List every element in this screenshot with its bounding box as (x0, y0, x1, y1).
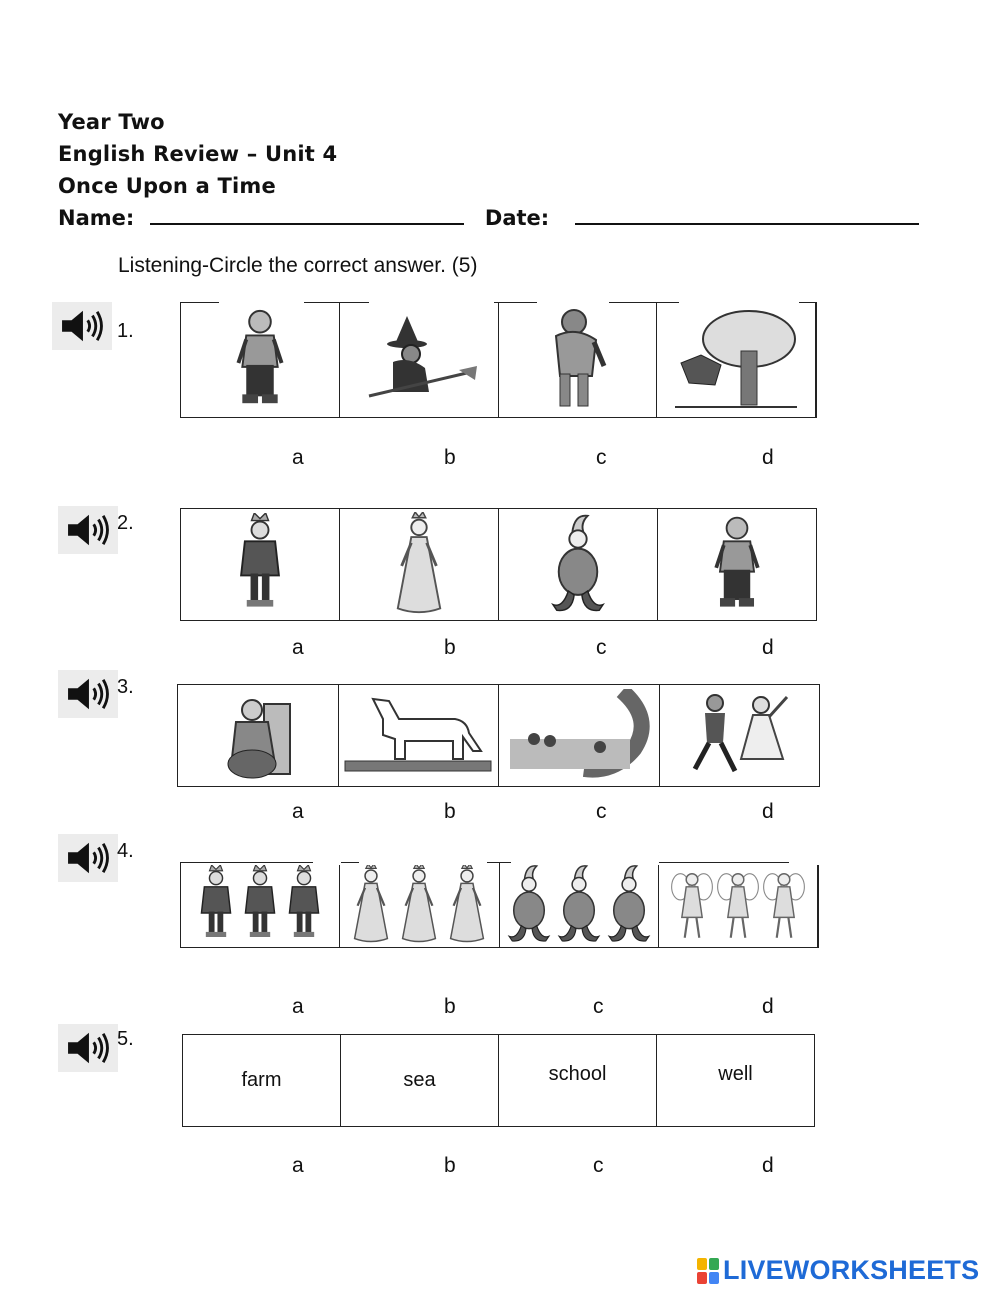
witch-picture (359, 310, 479, 410)
option-letter-d[interactable]: d (762, 1154, 774, 1177)
question-number: 3. (117, 676, 134, 698)
wolf-tree-picture (671, 307, 801, 413)
option-a-prince[interactable] (181, 509, 340, 620)
option-letters-5 (0, 1154, 1000, 1178)
speaker-icon (64, 511, 112, 549)
option-letter-d[interactable]: d (762, 800, 774, 823)
option-b-princess[interactable] (340, 509, 499, 620)
village-picture (504, 689, 654, 783)
option-d-giant[interactable] (658, 509, 816, 620)
speaker-button-1[interactable] (52, 302, 112, 350)
option-letters-1 (0, 446, 1000, 470)
option-letter-c[interactable]: c (596, 800, 607, 823)
instruction: Listening-Circle the correct answer. (5) (118, 254, 478, 277)
option-c-village[interactable] (499, 685, 660, 786)
option-a-old-woman[interactable] (178, 685, 339, 786)
option-letter-b[interactable]: b (444, 636, 456, 659)
question-number: 4. (117, 840, 134, 862)
option-letters-4 (0, 995, 1000, 1019)
fairy-picture (761, 865, 807, 945)
speaker-icon (64, 1029, 112, 1067)
option-c-three-elves[interactable] (500, 863, 659, 947)
giant-picture (229, 306, 291, 414)
speaker-button-5[interactable] (58, 1024, 118, 1072)
option-letter-c[interactable]: c (593, 1154, 604, 1177)
option-letters-2 (0, 636, 1000, 660)
option-letter-b[interactable]: b (444, 800, 456, 823)
word-well: well (718, 1063, 753, 1085)
word-row-5 (182, 1034, 815, 1127)
option-letter-a[interactable]: a (292, 446, 304, 469)
word-farm: farm (241, 1069, 282, 1091)
speaker-button-4[interactable] (58, 834, 118, 882)
prince-picture (238, 865, 282, 945)
word-sea: sea (403, 1069, 436, 1091)
name-date-row (58, 205, 919, 230)
picture-row-2 (180, 508, 817, 621)
princess-picture (347, 864, 395, 946)
elf-picture (554, 863, 604, 947)
option-d-wolf-tree[interactable] (657, 303, 816, 417)
prince-picture (282, 865, 326, 945)
option-letter-d[interactable]: d (762, 995, 774, 1018)
fairy-picture (715, 865, 761, 945)
elf-picture (604, 863, 654, 947)
option-letter-a[interactable]: a (292, 636, 304, 659)
option-c-elf[interactable] (499, 509, 658, 620)
option-letter-c[interactable]: c (593, 995, 604, 1018)
speaker-button-3[interactable] (58, 670, 118, 718)
option-letter-d[interactable]: d (762, 636, 774, 659)
date-field[interactable] (575, 205, 919, 225)
picture-row-3 (177, 684, 820, 787)
question-number: 1. (117, 320, 134, 342)
dancing-couple-picture (679, 689, 799, 783)
option-b-word[interactable] (341, 1035, 499, 1126)
liveworksheets-logo[interactable] (697, 1255, 979, 1286)
option-d-dancing-couple[interactable] (660, 685, 820, 786)
horse-picture (343, 689, 493, 783)
speaker-icon (64, 839, 112, 877)
option-a-word[interactable] (183, 1035, 341, 1126)
option-letter-b[interactable]: b (444, 995, 456, 1018)
logo-blocks-icon (697, 1258, 719, 1284)
elf-picture (547, 512, 609, 618)
option-letter-c[interactable]: c (596, 446, 607, 469)
question-number: 5. (117, 1028, 134, 1050)
prince-picture (231, 513, 289, 617)
speaker-icon (58, 307, 106, 345)
word-school: school (548, 1063, 607, 1085)
header-topic: Once Upon a Time (58, 174, 276, 198)
princess-picture (395, 864, 443, 946)
option-letter-a[interactable]: a (292, 1154, 304, 1177)
troll-picture (542, 306, 612, 414)
date-label: Date: (484, 206, 550, 230)
option-letter-b[interactable]: b (444, 446, 456, 469)
option-b-three-princesses[interactable] (340, 863, 499, 947)
picture-row-1 (180, 302, 817, 418)
picture-row-4 (180, 862, 819, 948)
princess-picture (443, 864, 491, 946)
option-a-three-princes[interactable] (181, 863, 340, 947)
name-field[interactable] (150, 205, 464, 225)
option-letters-3 (0, 800, 1000, 824)
option-letter-b[interactable]: b (444, 1154, 456, 1177)
old-woman-picture (208, 688, 308, 784)
option-a-giant[interactable] (181, 303, 340, 417)
option-letter-a[interactable]: a (292, 800, 304, 823)
option-d-three-fairies[interactable] (659, 863, 818, 947)
prince-picture (194, 865, 238, 945)
speaker-icon (64, 675, 112, 713)
fairy-picture (669, 865, 715, 945)
option-c-word[interactable] (499, 1035, 657, 1126)
header-subject: English Review – Unit 4 (58, 142, 338, 166)
giant-picture (707, 513, 767, 617)
name-label: Name: (58, 206, 135, 230)
option-d-word[interactable] (657, 1035, 814, 1126)
elf-picture (504, 863, 554, 947)
logo-text: LIVEWORKSHEETS (723, 1255, 980, 1285)
question-number: 2. (117, 512, 134, 534)
option-letter-d[interactable]: d (762, 446, 774, 469)
option-letter-a[interactable]: a (292, 995, 304, 1018)
option-letter-c[interactable]: c (596, 636, 607, 659)
option-b-horse[interactable] (339, 685, 500, 786)
header-year: Year Two (58, 110, 165, 134)
option-b-witch[interactable] (340, 303, 499, 417)
princess-picture (388, 512, 450, 618)
option-c-troll[interactable] (499, 303, 658, 417)
speaker-button-2[interactable] (58, 506, 118, 554)
